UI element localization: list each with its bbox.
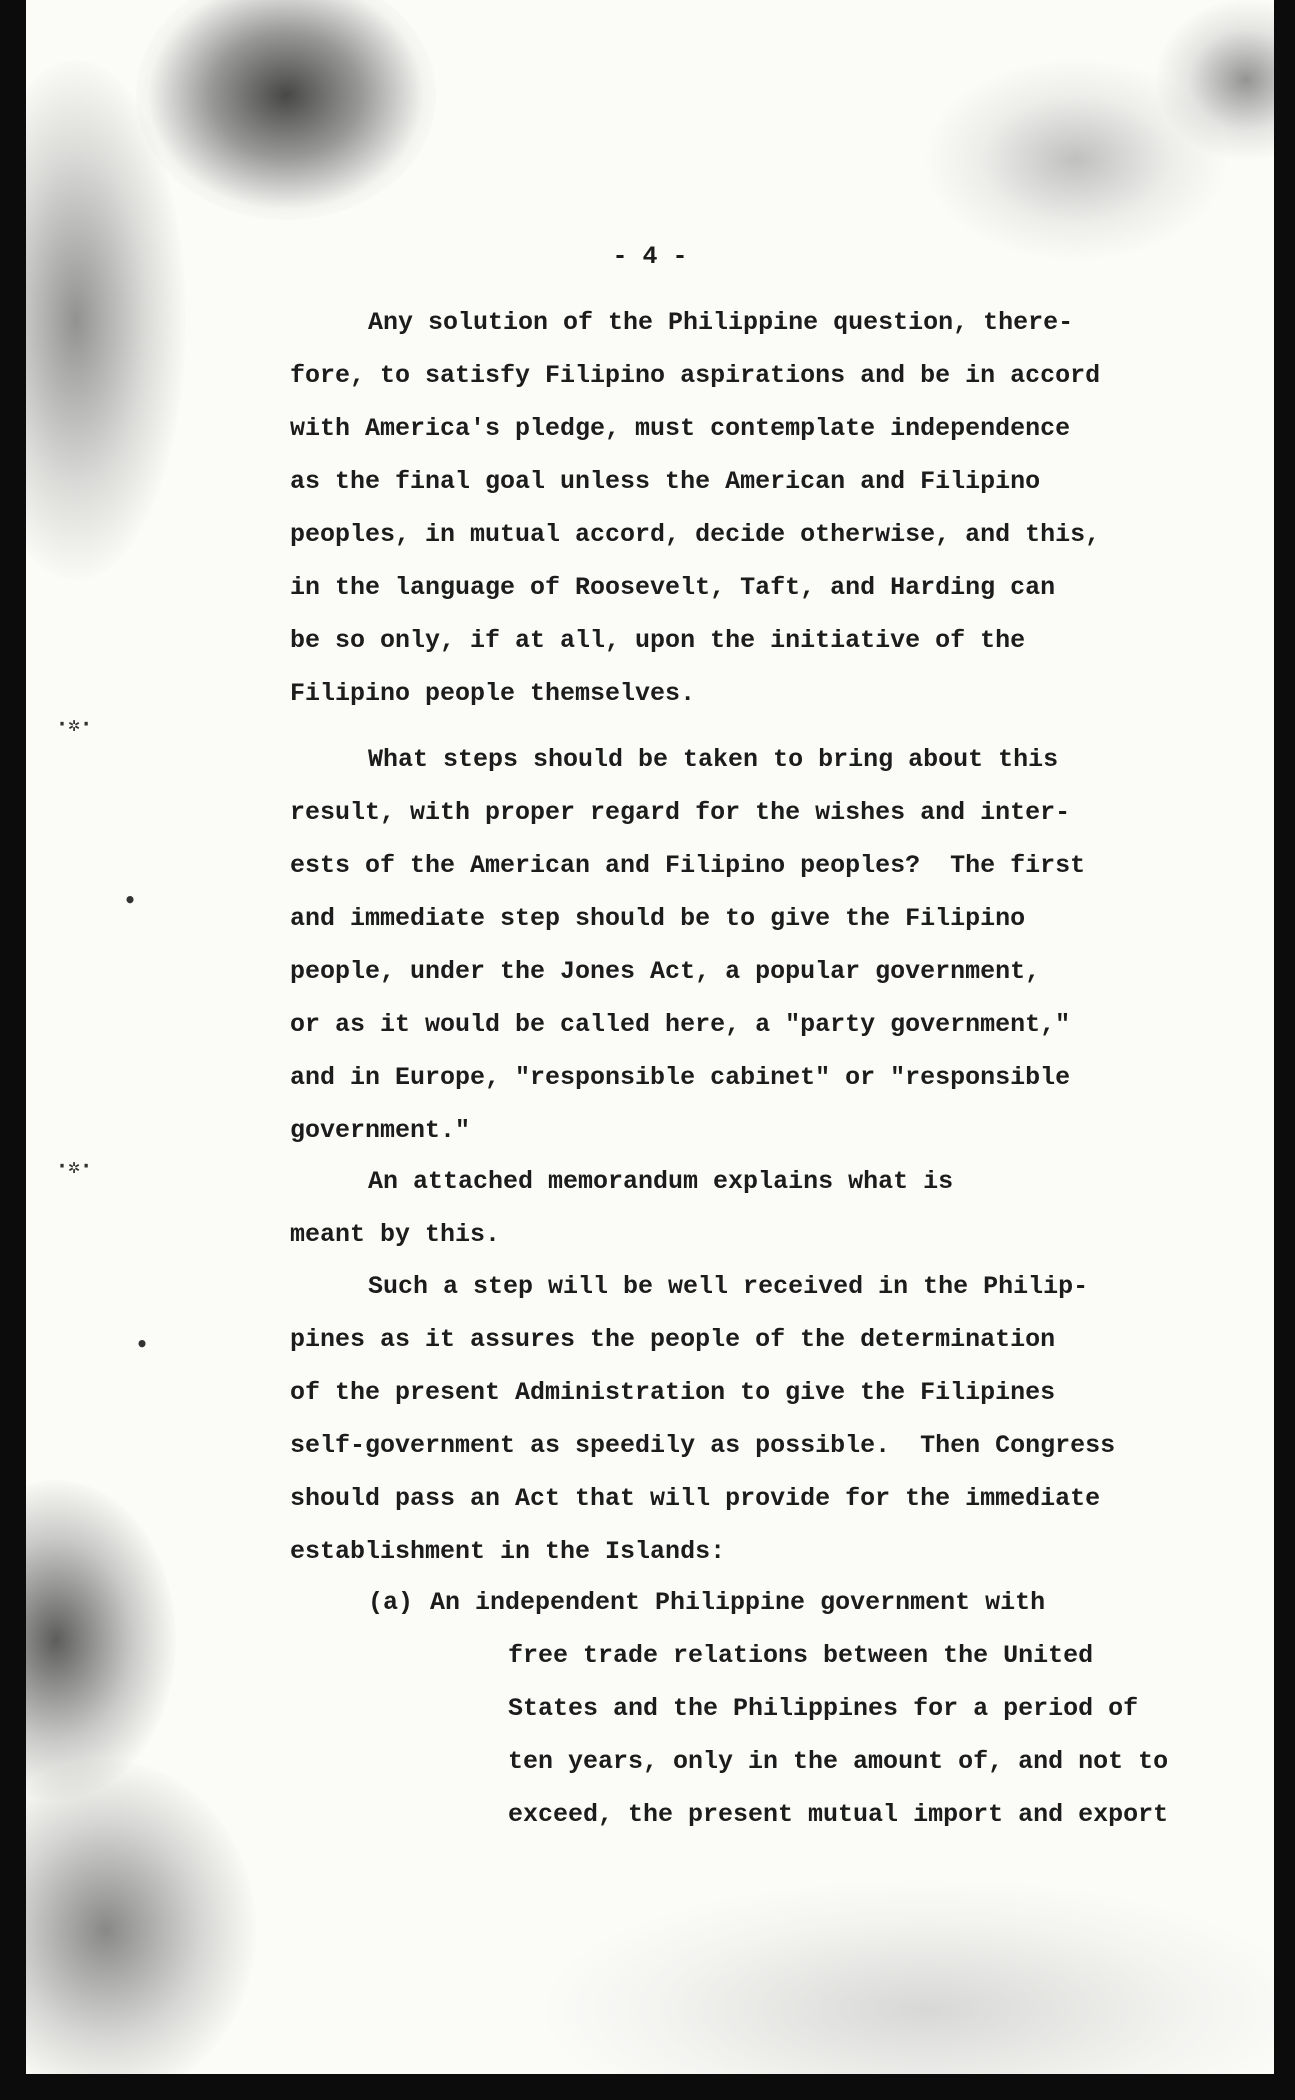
- paragraph-2: [290, 733, 1085, 1157]
- text-line: should pass an Act that will provide for the immediate: [290, 1484, 1101, 1513]
- margin-smudge: ·✲·: [56, 712, 93, 736]
- text-line: What steps should be taken to bring about this: [368, 745, 1059, 774]
- text-line: Such a step will be well received in the Philip-: [368, 1272, 1089, 1301]
- text-line: ests of the American and Filipino peoples? The first: [290, 851, 1086, 880]
- text-line: ten years, only in the amount of, and not to: [508, 1747, 1169, 1776]
- text-line: meant by this.: [290, 1220, 501, 1249]
- text-line: An independent Philippine government with: [430, 1588, 1046, 1617]
- list-item-body: [430, 1576, 1168, 1841]
- margin-smudge: ·✲·: [56, 1154, 93, 1178]
- text-line: peoples, in mutual accord, decide otherwise, and this,: [290, 520, 1101, 549]
- text-line: result, with proper regard for the wishes and inter-: [290, 798, 1071, 827]
- text-line: in the language of Roosevelt, Taft, and Harding can: [290, 573, 1056, 602]
- text-line: States and the Philippines for a period of: [508, 1694, 1139, 1723]
- text-line: of the present Administration to give the Filipines: [290, 1378, 1056, 1407]
- text-line: as the final goal unless the American and Filipino: [290, 467, 1041, 496]
- margin-smudge: •: [124, 888, 137, 912]
- text-line: with America's pledge, must contemplate independence: [290, 414, 1071, 443]
- text-line: people, under the Jones Act, a popular government,: [290, 957, 1041, 986]
- document-page: [26, 0, 1274, 2074]
- text-line: pines as it assures the people of the determination: [290, 1325, 1056, 1354]
- text-line: exceed, the present mutual import and export: [508, 1800, 1169, 1829]
- text-line: free trade relations between the United: [508, 1641, 1094, 1670]
- paragraph-3: [290, 1155, 953, 1261]
- paragraph-1: [290, 296, 1100, 720]
- text-line: self-government as speedily as possible. Then Congress: [290, 1431, 1116, 1460]
- text-line: or as it would be called here, a "party government,": [290, 1010, 1071, 1039]
- text-line: government.": [290, 1116, 471, 1145]
- text-line: and in Europe, "responsible cabinet" or "responsible: [290, 1063, 1071, 1092]
- text-line: fore, to satisfy Filipino aspirations and be in accord: [290, 361, 1101, 390]
- text-line: Any solution of the Philippine question, there-: [368, 308, 1074, 337]
- margin-smudge: •: [136, 1332, 149, 1356]
- paragraph-4: [290, 1260, 1115, 1578]
- page-number: - 4 -: [612, 242, 688, 271]
- text-line: An attached memorandum explains what is: [368, 1167, 954, 1196]
- list-item-label: (a): [368, 1588, 414, 1617]
- text-line: be so only, if at all, upon the initiative of the: [290, 626, 1026, 655]
- text-line: Filipino people themselves.: [290, 679, 696, 708]
- typed-text: [26, 0, 1274, 2074]
- text-line: and immediate step should be to give the Filipino: [290, 904, 1026, 933]
- text-line: establishment in the Islands:: [290, 1537, 726, 1566]
